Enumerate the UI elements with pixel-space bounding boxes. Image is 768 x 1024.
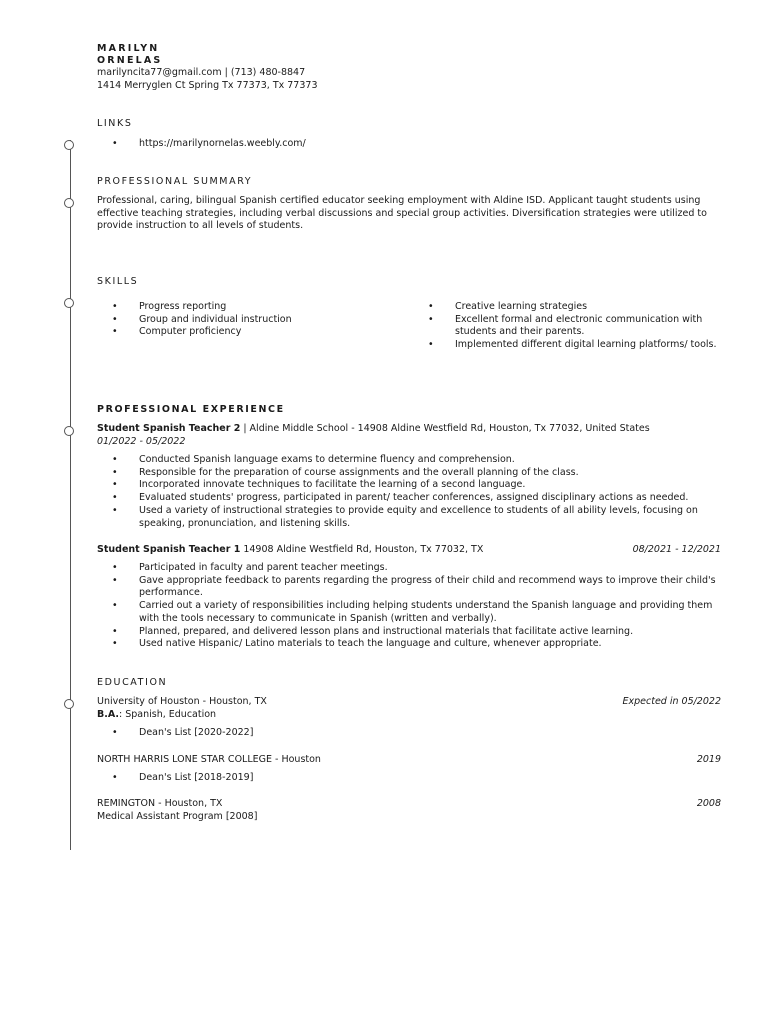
timeline-line [70, 140, 71, 850]
degree-label: B.A. [97, 709, 119, 720]
job-1-bullets [97, 454, 723, 530]
candidate-name [97, 43, 162, 67]
job-bullet: • Participated in faculty and parent teacher meetings. [97, 562, 723, 575]
skill-item: • Group and individual instruction [97, 314, 397, 327]
job-bullet: • Responsible for the preparation of course assignments and the overall planning of the class. [97, 467, 723, 480]
job-bullet: • Planned, prepared, and delivered lesson plans and instructional materials that facilitate active learning. [97, 626, 723, 639]
link-item[interactable]: • https://marilynornelas.weebly.com/ [97, 138, 717, 151]
job-1-details: | Aldine Middle School - 14908 Aldine Westfield Rd, Houston, Tx 77032, United States [240, 423, 650, 434]
summary-heading: PROFESSIONAL SUMMARY [97, 176, 253, 187]
job-2-bullets [97, 562, 723, 651]
job-bullet: • Carried out a variety of responsibilities including helping students understand the Spanish language and providing them with the tools necessary to communicate in Spanish (written and verbally). [97, 600, 723, 625]
skill-item: • Excellent formal and electronic communication with students and their parents. [413, 314, 723, 339]
last-name: ORNELAS [97, 55, 163, 66]
skill-item: • Progress reporting [97, 301, 397, 314]
skills-heading: SKILLS [97, 276, 139, 287]
timeline-node-education [64, 699, 74, 709]
timeline-node-skills [64, 298, 74, 308]
links-list [97, 138, 717, 151]
experience-heading: PROFESSIONAL EXPERIENCE [97, 404, 285, 415]
first-name: MARILYN [97, 43, 160, 54]
job-1-dates: 01/2022 - 05/2022 [97, 436, 186, 447]
job-1-header [97, 423, 650, 434]
skill-item: • Creative learning strategies [413, 301, 723, 314]
school-2-name: NORTH HARRIS LONE STAR COLLEGE - Houston [97, 754, 321, 765]
contact-block [97, 67, 318, 92]
skills-list-right [413, 301, 723, 352]
job-bullet: • Evaluated students' progress, participated in parent/ teacher conferences, assigned disciplinary actions as needed. [97, 492, 723, 505]
school-1-degree [97, 709, 216, 720]
school-2-bullets [97, 772, 717, 785]
education-heading: EDUCATION [97, 677, 168, 688]
school-bullet: • Dean's List [2020-2022] [97, 727, 717, 740]
links-heading: LINKS [97, 118, 133, 129]
job-2-header [97, 544, 483, 555]
school-3-name: REMINGTON - Houston, TX [97, 798, 223, 809]
job-bullet: • Conducted Spanish language exams to determine fluency and comprehension. [97, 454, 723, 467]
contact-line: marilyncita77@gmail.com | (713) 480-8847 [97, 67, 306, 78]
job-2-title: Student Spanish Teacher 1 [97, 544, 241, 555]
job-2-dates: 08/2021 - 12/2021 [632, 544, 721, 555]
timeline-node-experience [64, 426, 74, 436]
job-bullet: • Gave appropriate feedback to parents regarding the progress of their child and recommend ways to improve their child's performance. [97, 575, 723, 600]
skill-item: • Implemented different digital learning platforms/ tools. [413, 339, 723, 352]
job-2-details: 14908 Aldine Westfield Rd, Houston, Tx 77032, TX [240, 544, 484, 555]
school-1-bullets [97, 727, 717, 740]
job-bullet: • Incorporated innovate techniques to facilitate the learning of a second language. [97, 479, 723, 492]
summary-text: Professional, caring, bilingual Spanish certified educator seeking employment with Aldine ISD. Applicant taught students using effective teaching strategies, including verbal discussions and special group activities. Diversification strategies were utilized to provide instruction to all levels of students. [97, 195, 707, 231]
school-2-date: 2019 [696, 754, 721, 765]
school-bullet: • Dean's List [2018-2019] [97, 772, 717, 785]
job-1-title: Student Spanish Teacher 2 [97, 423, 241, 434]
skill-item: • Computer proficiency [97, 326, 397, 339]
timeline-node-summary [64, 198, 74, 208]
degree-value: : Spanish, Education [119, 709, 217, 720]
school-3-date: 2008 [696, 798, 721, 809]
address-line: 1414 Merryglen Ct Spring Tx 77373, Tx 77373 [97, 79, 318, 91]
timeline-node-links [64, 140, 74, 150]
job-bullet: • Used native Hispanic/ Latino materials to teach the language and culture, whenever appropriate. [97, 638, 723, 651]
job-bullet: • Used a variety of instructional strategies to provide equity and excellence to students of all ability levels, focusing on speaking, pronunciation, and listening skills. [97, 505, 723, 530]
school-1-name: University of Houston - Houston, TX [97, 696, 267, 707]
school-1-date: Expected in 05/2022 [622, 696, 721, 707]
skills-list-left [97, 301, 397, 339]
school-3-program: Medical Assistant Program [2008] [97, 811, 258, 822]
